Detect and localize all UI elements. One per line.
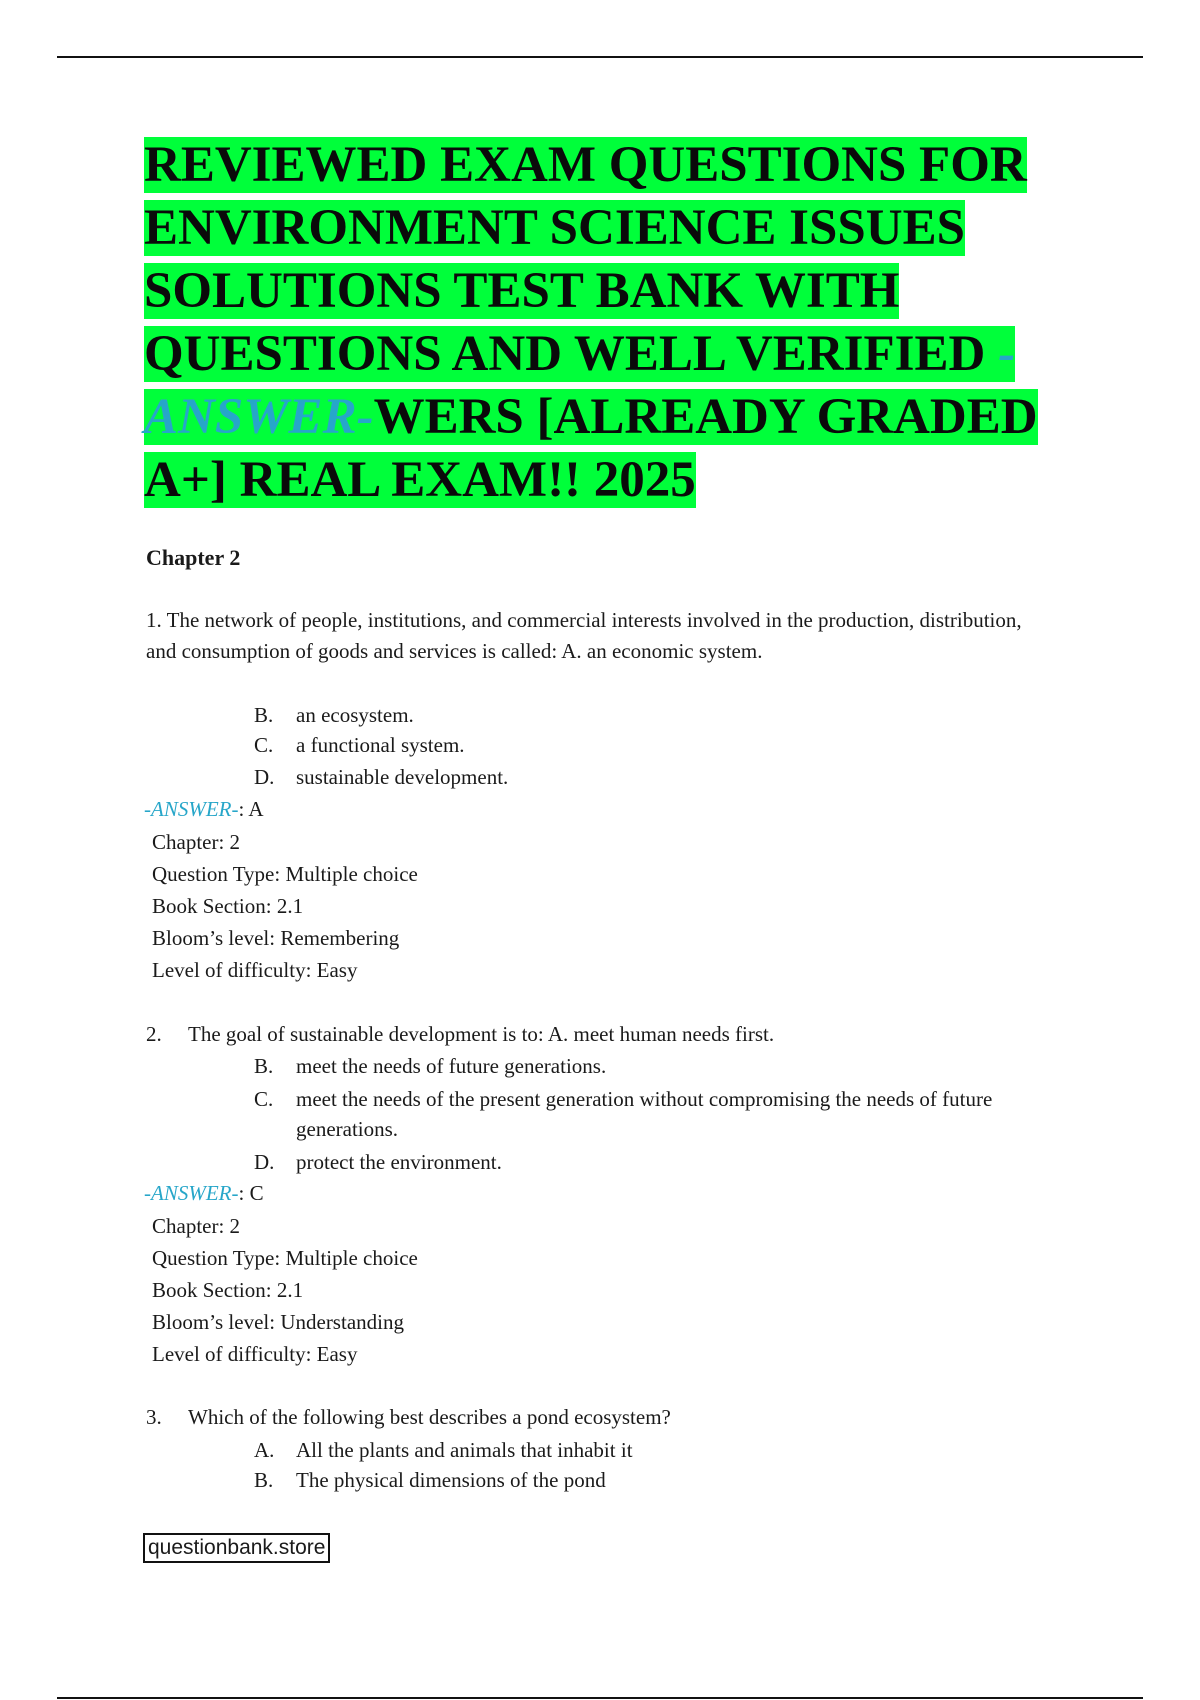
question-1-option-c	[254, 730, 1054, 760]
question-3-text: Which of the following best describes a pond ecosystem?	[188, 1405, 671, 1429]
answer-value: : A	[238, 797, 264, 821]
option-text: protect the environment.	[296, 1150, 502, 1174]
meta-difficulty: Level of difficulty: Easy	[152, 1342, 358, 1366]
question-1-stem	[146, 605, 1046, 667]
question-1-option-d	[254, 762, 1054, 792]
option-letter: D.	[254, 765, 275, 789]
title-part-2: WERS [ALREADY GRADED A+] REAL EXAM!! 2025	[144, 389, 1038, 508]
question-2-text: The goal of sustainable development is to: A. meet human needs first.	[188, 1022, 775, 1046]
question-2-meta	[152, 1210, 418, 1370]
option-letter: B.	[254, 703, 274, 727]
top-rule	[57, 56, 1143, 58]
question-3-option-b	[254, 1465, 1054, 1495]
question-3-number: 3.	[146, 1405, 162, 1429]
chapter-heading: Chapter 2	[146, 545, 241, 570]
answer-tag: -ANSWER-	[144, 797, 239, 821]
meta-chapter: Chapter: 2	[152, 1214, 241, 1238]
option-text: an ecosystem.	[296, 703, 414, 727]
option-text: All the plants and animals that inhabit it	[296, 1438, 633, 1462]
question-3-stem	[146, 1402, 1046, 1433]
question-1-meta	[152, 826, 418, 986]
option-text: meet the needs of future generations.	[296, 1054, 607, 1078]
question-2-answer	[144, 1178, 264, 1208]
question-3-option-a	[254, 1435, 1054, 1465]
title-answer-tag: -ANSWER-	[144, 326, 1016, 445]
bottom-rule	[57, 1697, 1143, 1699]
option-letter: D.	[254, 1150, 275, 1174]
option-letter: C.	[254, 733, 274, 757]
meta-question-type: Question Type: Multiple choice	[152, 1246, 418, 1270]
option-letter: A.	[254, 1438, 275, 1462]
question-2-number: 2.	[146, 1022, 162, 1046]
option-text: sustainable development.	[296, 765, 509, 789]
meta-difficulty: Level of difficulty: Easy	[152, 958, 358, 982]
meta-question-type: Question Type: Multiple choice	[152, 862, 418, 886]
meta-blooms-level: Bloom’s level: Remembering	[152, 926, 400, 950]
option-letter: C.	[254, 1087, 274, 1111]
meta-book-section: Book Section: 2.1	[152, 894, 304, 918]
question-2-option-d	[254, 1147, 1054, 1177]
question-2-option-c	[254, 1084, 1054, 1144]
meta-book-section: Book Section: 2.1	[152, 1278, 304, 1302]
option-text: meet the needs of the present generation without compromising the needs of future generations.	[296, 1087, 993, 1141]
source-watermark: questionbank.store	[143, 1533, 330, 1563]
question-2-option-b	[254, 1051, 1054, 1081]
option-letter: B.	[254, 1468, 274, 1492]
option-letter: B.	[254, 1054, 274, 1078]
answer-value: : C	[238, 1181, 264, 1205]
meta-chapter: Chapter: 2	[152, 830, 241, 854]
title-part-1: REVIEWED EXAM QUESTIONS FOR ENVIRONMENT SCIENCE ISSUES SOLUTIONS TEST BANK WITH QUESTIONS AND WELL VERIFIED	[144, 137, 1027, 382]
option-text: The physical dimensions of the pond	[296, 1468, 606, 1492]
option-text: a functional system.	[296, 733, 465, 757]
question-2-stem	[146, 1019, 1046, 1050]
question-1-answer	[144, 794, 264, 824]
question-1-text: The network of people, institutions, and commercial interests involved in the production, distribution, and consumption of goods and services is called: A. an economic system.	[146, 608, 1022, 663]
answer-tag: -ANSWER-	[144, 1181, 239, 1205]
meta-blooms-level: Bloom’s level: Understanding	[152, 1310, 404, 1334]
question-1-option-b	[254, 700, 1054, 730]
question-1-number: 1.	[146, 608, 162, 632]
document-title	[144, 134, 1084, 512]
